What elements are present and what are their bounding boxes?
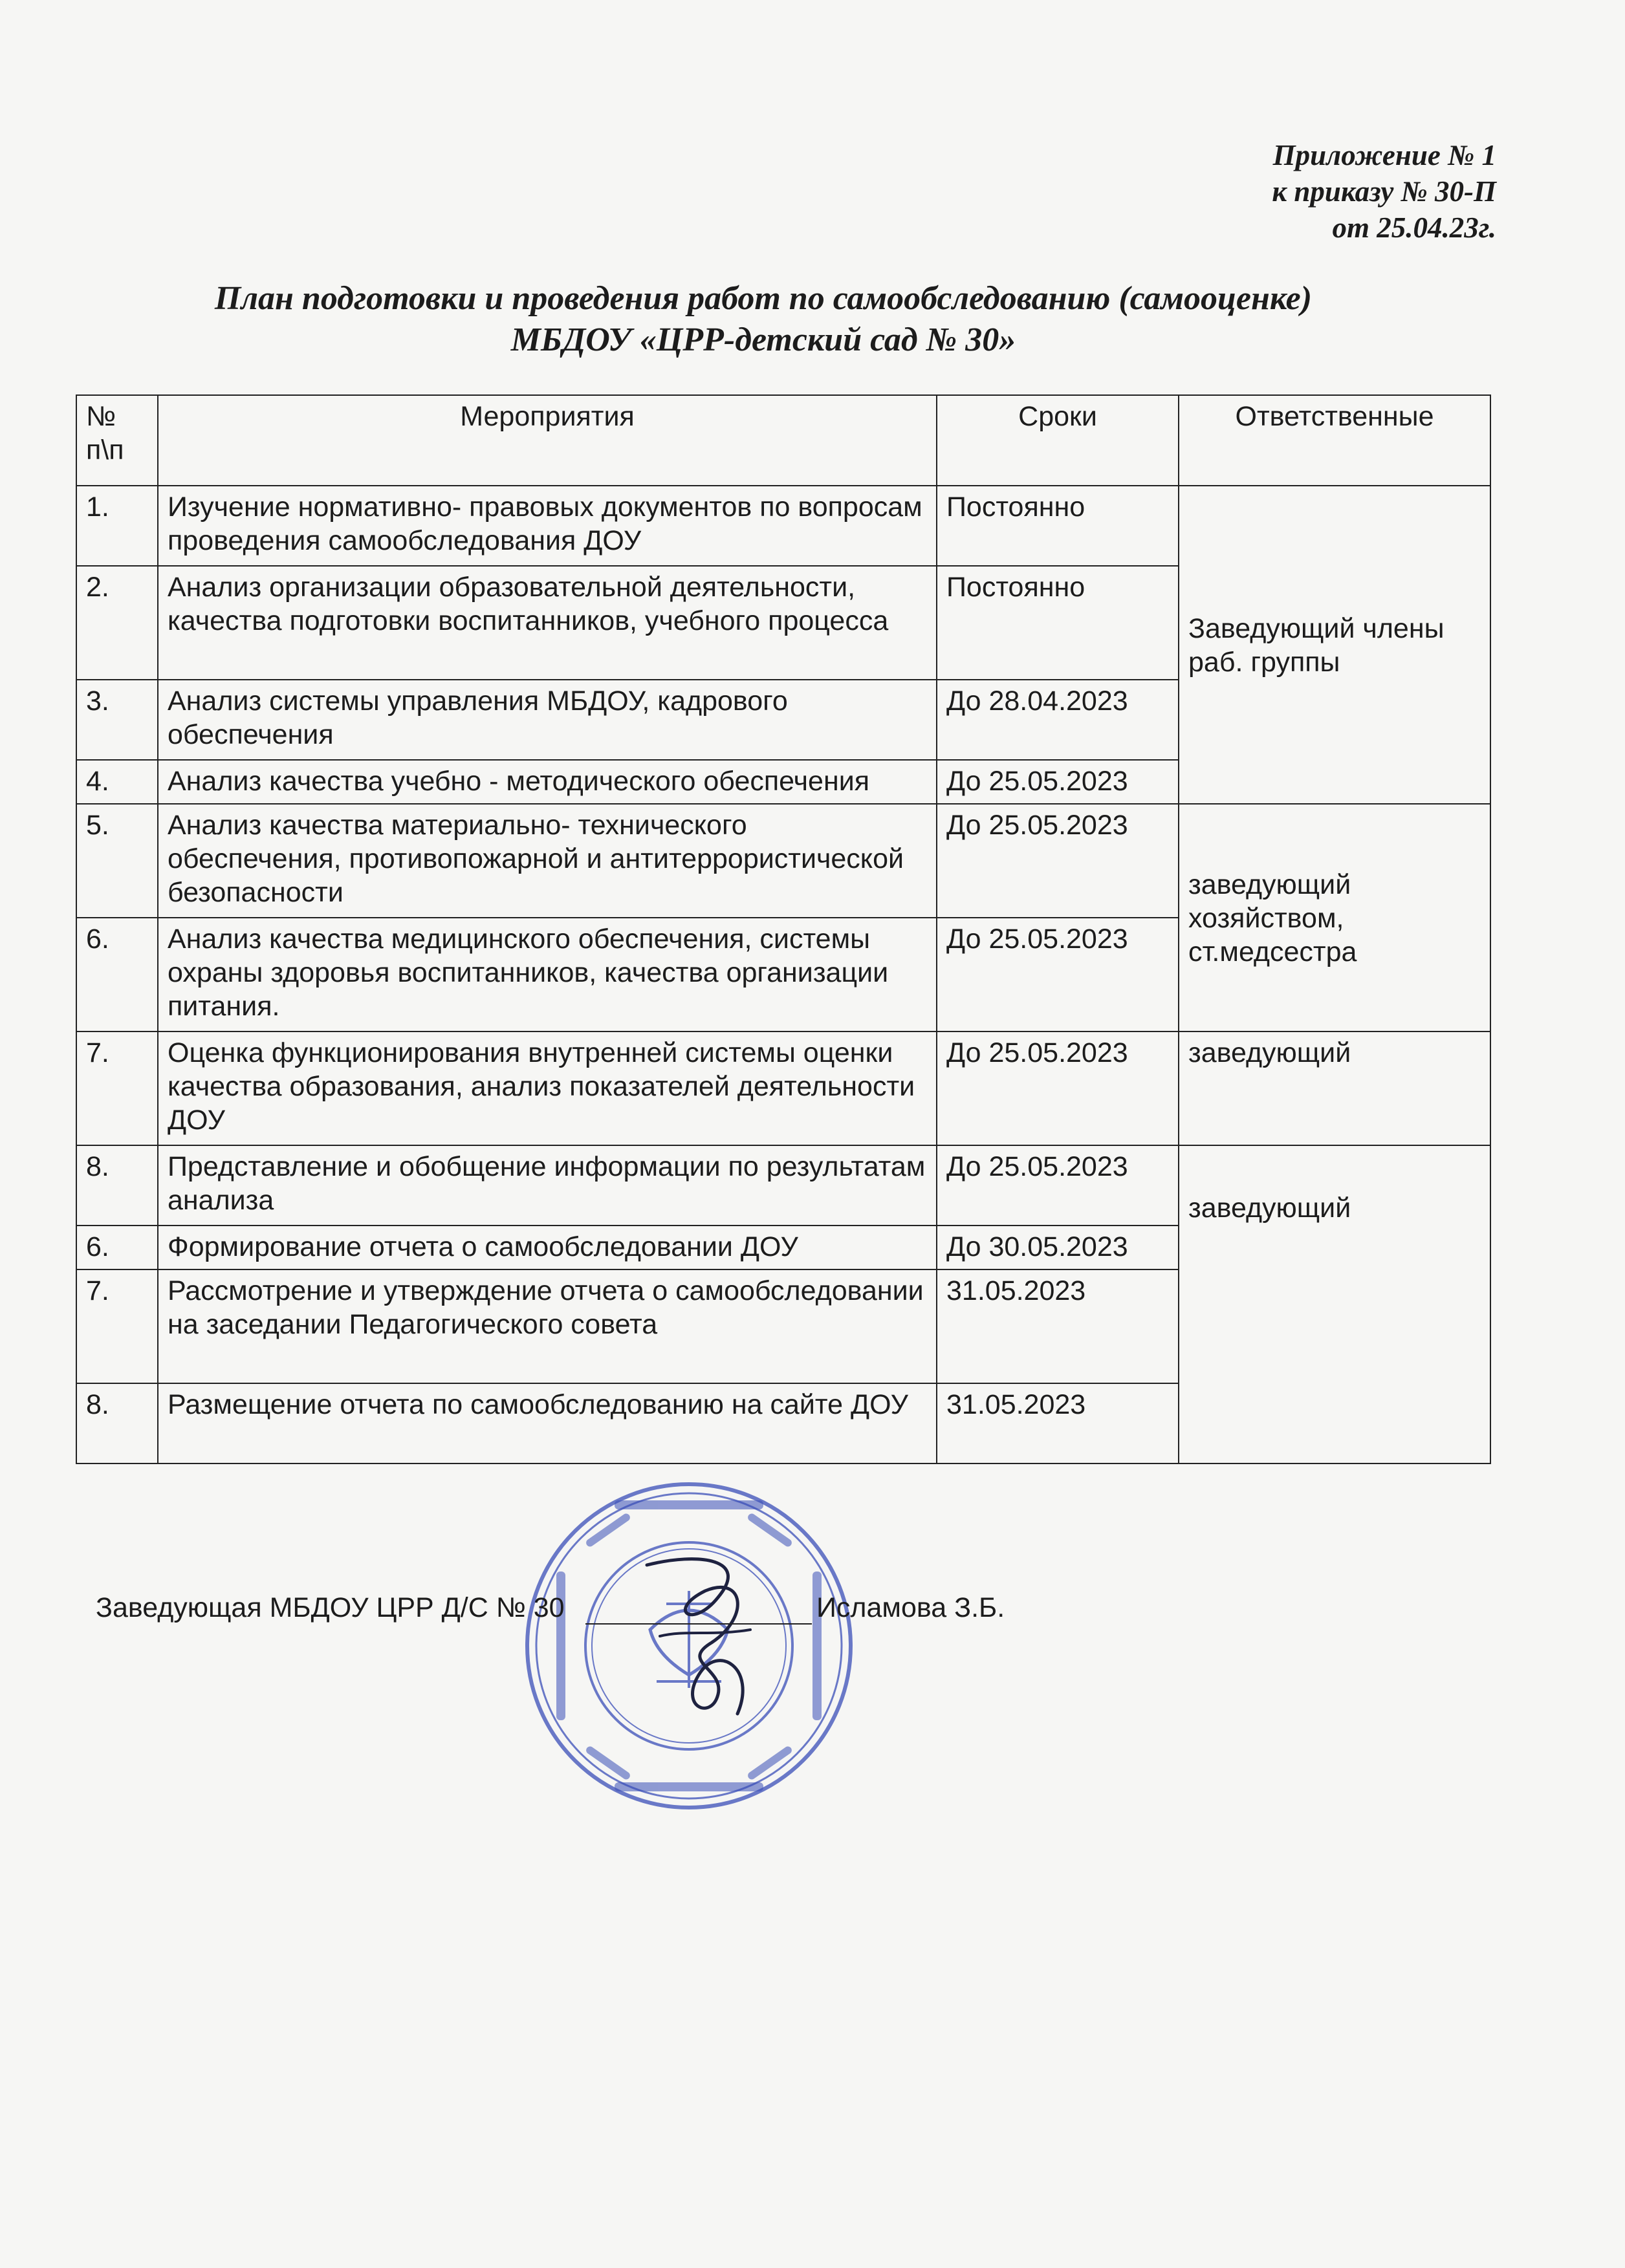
row-num: 6. [76,918,158,1031]
row-num: 7. [76,1269,158,1383]
row-term: 31.05.2023 [937,1383,1179,1463]
appendix-header [1272,137,1496,246]
header-responsible: Ответственные [1179,395,1490,486]
row-event: Анализ качества медицинского обеспечения, системы охраны здоровья воспитанников, качества организации питания. [158,918,937,1031]
table-row [76,486,1490,566]
responsible-group-4 [1179,1145,1490,1463]
title-line-2: МБДОУ «ЦРР-детский сад № 30» [510,321,1016,358]
signatory-name: Исламова З.Б. [816,1592,1005,1623]
appendix-line-3: от 25.04.23г. [1332,211,1496,244]
responsible-group-2: заведующий хозяйством, ст.медсестра [1179,804,1490,1031]
row-num: 6. [76,1226,158,1269]
row-event: Анализ качества учебно - методического обеспечения [158,760,937,804]
row-term: До 25.05.2023 [937,1145,1179,1226]
row-num: 2. [76,566,158,680]
row-num: 7. [76,1031,158,1145]
row-event: Оценка функционирования внутренней системы оценки качества образования, анализ показателей деятельности ДОУ [158,1031,937,1145]
header-event: Мероприятия [158,395,937,486]
responsible-group-3: заведующий [1179,1031,1490,1145]
row-num: 5. [76,804,158,918]
row-term: Постоянно [937,486,1179,566]
table-row [76,804,1490,918]
row-event: Анализ системы управления МБДОУ, кадрового обеспечения [158,680,937,760]
row-event: Формирование отчета о самообследовании ДОУ [158,1226,937,1269]
row-num: 3. [76,680,158,760]
row-event: Анализ организации образовательной деятельности, качества подготовки воспитанников, учебного процесса [158,566,937,680]
row-event: Рассмотрение и утверждение отчета о самообследовании на заседании Педагогического совета [158,1269,937,1383]
responsible-group-4-text: заведующий [1188,1193,1351,1224]
row-event: Изучение нормативно- правовых документов по вопросам проведения самообследования ДОУ [158,486,937,566]
appendix-line-1: Приложение № 1 [1272,139,1496,171]
signature-line [585,1623,812,1625]
table-row [76,1031,1490,1145]
row-term: До 30.05.2023 [937,1226,1179,1269]
handwritten-signature-icon [621,1539,789,1733]
row-num: 4. [76,760,158,804]
row-term: До 25.05.2023 [937,760,1179,804]
responsible-group-1: Заведующий члены раб. группы [1179,486,1490,804]
table-header-row [76,395,1490,486]
row-term: 31.05.2023 [937,1269,1179,1383]
row-num: 1. [76,486,158,566]
title-line-1: План подготовки и проведения работ по самообследованию (самооценке) [214,280,1313,317]
header-term: Сроки [937,395,1179,486]
header-num: № п\п [76,395,158,486]
signatory-position: Заведующая МБДОУ ЦРР Д/С № 30 [96,1592,565,1623]
row-num: 8. [76,1145,158,1226]
table-row [76,1145,1490,1226]
row-event: Представление и обобщение информации по результатам анализа [158,1145,937,1226]
row-term: До 25.05.2023 [937,918,1179,1031]
row-num: 8. [76,1383,158,1463]
row-event: Анализ качества материально- технического обеспечения, противопожарной и антитеррористической безопасности [158,804,937,918]
row-term: До 28.04.2023 [937,680,1179,760]
appendix-line-2: к приказу № 30-П [1272,175,1496,208]
document-title [116,278,1410,361]
row-term: Постоянно [937,566,1179,680]
plan-table [76,394,1491,1464]
row-term: До 25.05.2023 [937,804,1179,918]
row-term: До 25.05.2023 [937,1031,1179,1145]
row-event: Размещение отчета по самообследованию на сайте ДОУ [158,1383,937,1463]
